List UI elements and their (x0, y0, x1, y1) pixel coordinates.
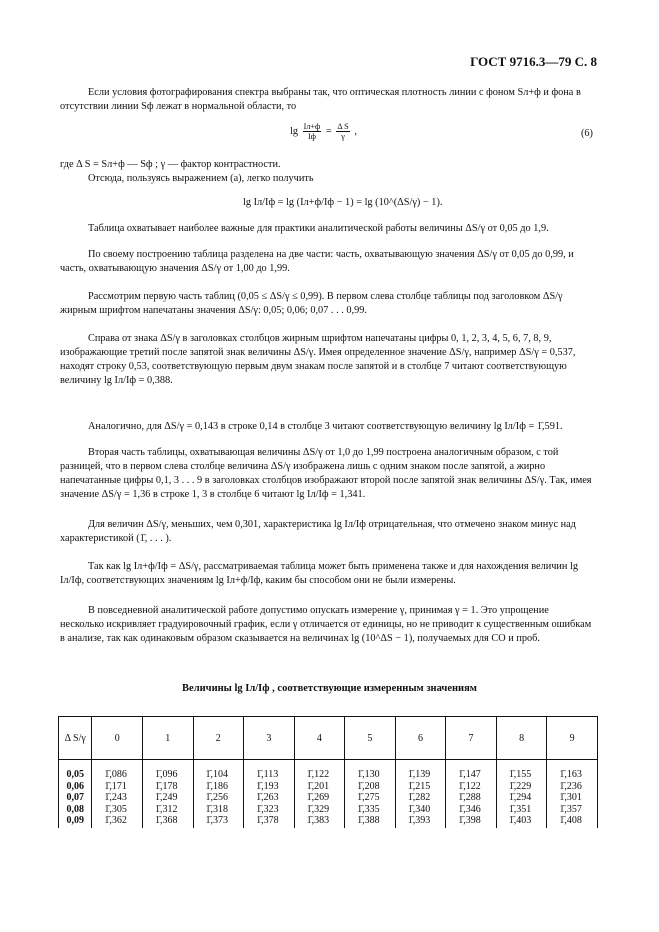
fraction (336, 122, 349, 141)
paragraph: Отсюда, пользуясь выражением (а), легко получить (88, 173, 314, 184)
table-cell: 1̄,193 (256, 780, 279, 792)
table-cell: 1̄,408 (559, 815, 582, 826)
paragraph: Рассмотрим первую часть таблиц (0,05 ≤ ΔS/γ ≤ 0,99). В первом слева столбце таблицы под заголовком ΔS/γ жирным шрифтом напечатаны значения ΔS/γ: 0,05; 0,06; 0,07 . . . 0,99. (60, 291, 563, 316)
table-cell: 1̄,357 (559, 803, 582, 815)
paragraph: Вторая часть таблицы, охватывающая величины ΔS/γ от 1,0 до 1,99 построена аналогичным образом, с той разницей, что в первом слева столбце величина ΔS/γ изображена лишь с одним знаком после запятой, а жирно напечатанные цифры 0,1, 3 . . . 9 в заголовках столбцов изображают второй после запятой знак величины ΔS/γ. Так, имея значение ΔS/γ = 1,36 в строке 1, 3 в столбце 6 читают lg Iл/Iф = 1,341. (60, 447, 592, 500)
table-value-column (395, 760, 446, 828)
table-cell: 1̄,383 (306, 815, 330, 826)
formula-text: , (354, 125, 357, 137)
paragraph: Так как lg Iл+ф/Iф = ΔS/γ, рассматриваемая таблица может быть применена также и для нахождения величин lg Iл/Iф, соответствующих значениям lg Iл+ф/Iф, каким бы способом они не были измерены. (60, 561, 579, 586)
formula-text: = (325, 125, 332, 137)
table-cell: 1̄,215 (407, 780, 431, 792)
table-cell: 1̄,403 (508, 815, 532, 826)
table-cell: 1̄,282 (407, 792, 431, 803)
table-cell: 1̄,249 (154, 792, 178, 803)
table-cell: 1̄,340 (407, 803, 431, 815)
table-cell: 1̄,288 (458, 792, 481, 803)
paragraph: Если условия фотографирования спектра выбраны так, что оптическая плотность линии с фоном Sл+ф и фона в отсутствии линии Sф лежат в нормальной области, то (60, 87, 581, 112)
table-cell: 1̄,263 (256, 792, 279, 803)
formula-6 (290, 122, 357, 141)
table-cell: 1̄,178 (154, 780, 178, 792)
table-title: Величины lg Iл/Iф , соответствующие измеренным значениям (182, 683, 477, 694)
table-cell: 1̄,208 (357, 780, 380, 792)
table-header-cell: 2 (193, 717, 244, 760)
table-cell: 0,06 (66, 780, 84, 792)
table-row (59, 760, 598, 828)
table-value-column (244, 760, 295, 828)
paragraph: Для величин ΔS/γ, меньших, чем 0,301, характеристика lg Iл/Iф отрицательная, что отмечено знаком минус над характеристикой (1̄, . . . ). (60, 519, 576, 544)
table-cell: 1̄,236 (559, 780, 582, 792)
table-cell: 1̄,113 (256, 769, 279, 780)
paragraph: В повседневной аналитической работе допустимо опускать измерение γ, принимая γ = 1. Это упрощение несколько искривляет градуировочный график, если γ отличается от единицы, но не приводит к существенным ошибкам в анализе, так как одинаковым образом сказывается на величинах lg (10^ΔS − 1), получаемых для СО и проб. (60, 605, 592, 644)
fraction (303, 122, 322, 141)
table-cell: 0,07 (66, 792, 84, 803)
table-cell: 1̄,388 (357, 815, 380, 826)
table-cell: 1̄,147 (458, 769, 481, 780)
table-cell: 1̄,378 (256, 815, 279, 826)
paragraph: По своему построению таблица разделена на две части: часть, охватывающую значения ΔS/γ от 0,05 до 0,99, и часть, охватывающую значения ΔS/γ от 1,00 до 1,99. (60, 249, 574, 274)
table-cell: 1̄,243 (104, 792, 127, 803)
table-cell: 0,08 (66, 803, 84, 815)
table-header-cell: 4 (294, 717, 345, 760)
table-cell: 1̄,201 (306, 780, 330, 792)
table-cell: 1̄,122 (458, 780, 481, 792)
table-value-column (345, 760, 396, 828)
table-header-cell: 0 (92, 717, 143, 760)
table-cell: 1̄,323 (256, 803, 279, 815)
table-cell: 1̄,139 (407, 769, 431, 780)
fraction-numerator: Iл+ф (303, 122, 321, 131)
table-cell: 1̄,373 (205, 815, 229, 826)
fraction-denominator: γ (341, 132, 345, 141)
table-cell: 1̄,163 (559, 769, 582, 780)
table-header-cell: 7 (446, 717, 497, 760)
table-cell: 1̄,329 (306, 803, 330, 815)
paragraph: Таблица охватывает наиболее важные для практики аналитической работы величины ΔS/γ от 0,05 до 1,9. (88, 223, 549, 234)
table-value-column (446, 760, 497, 828)
table-value-column (294, 760, 345, 828)
table-value-column (496, 760, 547, 828)
table-cell: 1̄,171 (104, 780, 127, 792)
table-value-column (92, 760, 143, 828)
table-value-column (193, 760, 244, 828)
table-cell: 1̄,294 (508, 792, 532, 803)
table-header-row (59, 717, 598, 760)
table-cell: 1̄,186 (205, 780, 229, 792)
paragraph: Аналогично, для ΔS/γ = 0,143 в строке 0,14 в столбце 3 читают соответствующую величину lg Iл/Iф = 1̄,591. (88, 421, 563, 432)
table-header-cell: 6 (395, 717, 446, 760)
table-header-cell: 9 (547, 717, 598, 760)
table-cell: 1̄,086 (104, 769, 127, 780)
table-cell: 1̄,318 (205, 803, 229, 815)
table-cell: 1̄,312 (154, 803, 178, 815)
table-cell: 1̄,335 (357, 803, 380, 815)
table-cell: 1̄,346 (458, 803, 481, 815)
table-cell: 1̄,130 (357, 769, 380, 780)
paragraph: где Δ S = Sл+ф — Sф ; γ — фактор контрастности. (60, 159, 281, 170)
table-cell: 1̄,362 (104, 815, 127, 826)
table-header-cell: Δ S/γ (59, 717, 92, 760)
page-header: ГОСТ 9716.3—79 С. 8 (470, 54, 597, 69)
table-cell: 1̄,269 (306, 792, 330, 803)
table-cell: 1̄,393 (407, 815, 431, 826)
table-cell: 0,05 (66, 769, 84, 780)
table-row-label-column (59, 760, 92, 828)
table-cell: 1̄,301 (559, 792, 582, 803)
table-value-column (142, 760, 193, 828)
table-cell: 1̄,096 (154, 769, 178, 780)
table-cell: 1̄,229 (508, 780, 532, 792)
table-cell: 1̄,122 (306, 769, 330, 780)
table-cell: 0,09 (66, 815, 84, 826)
table-cell: 1̄,398 (458, 815, 481, 826)
table-header-cell: 3 (244, 717, 295, 760)
table-cell: 1̄,155 (508, 769, 532, 780)
table-value-column (547, 760, 598, 828)
table-cell: 1̄,104 (205, 769, 229, 780)
table-cell: 1̄,256 (205, 792, 229, 803)
fraction-numerator: Δ S (337, 122, 349, 131)
table-cell: 1̄,368 (154, 815, 178, 826)
formula-number: (6) (580, 128, 593, 139)
table-cell: 1̄,351 (508, 803, 532, 815)
fraction-denominator: Iф (307, 132, 316, 141)
table-header-cell: 1 (142, 717, 193, 760)
paragraph: Справа от знака ΔS/γ в заголовках столбцов жирным шрифтом напечатаны цифры 0, 1, 2, 3, 4, 5, 6, 7, 8, 9, изображающие третий после запятой знак величины ΔS/γ. Имея определенное значение ΔS/γ, например ΔS/γ = 0,537, находят строку 0,53, соответствующую первым двум знакам после запятой и в столбце 7 читают соответствующую величину lg Iл/Iф = 0,388. (60, 333, 576, 386)
formula-text: lg (290, 125, 299, 137)
formula-7: lg Iл/Iф = lg (Iл+ф/Iф − 1) = lg (10^(ΔS/γ) − 1). (243, 197, 443, 208)
table-header-cell: 8 (496, 717, 547, 760)
values-table (58, 716, 598, 828)
table-header-cell: 5 (345, 717, 396, 760)
table-cell: 1̄,305 (104, 803, 127, 815)
table-cell: 1̄,275 (357, 792, 380, 803)
